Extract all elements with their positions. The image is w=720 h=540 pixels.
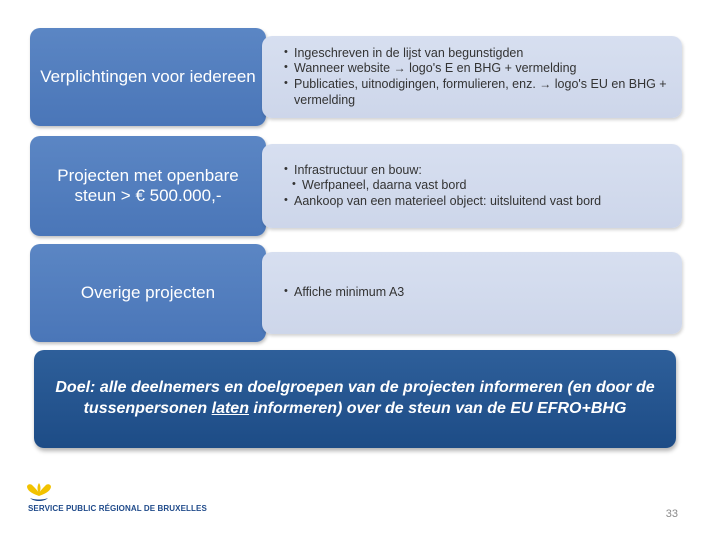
- row-label-box: [30, 28, 266, 126]
- goal-text: Doel: alle deelnemers en doelgroepen van de projecten informeren (en door de tussenpersonen laten informeren) over de steun van de EU EFRO+BHG: [55, 379, 655, 417]
- row-detail-box: [262, 36, 682, 118]
- row-label-box: [30, 136, 266, 236]
- bullet-item: • Ingeschreven in de lijst van begunstigden: [284, 46, 672, 62]
- bullet-list: [284, 163, 672, 210]
- row-label: Projecten met openbare steun > € 500.000,-: [57, 165, 239, 205]
- sub-bullet-item: • Werfpaneel, daarna vast bord: [292, 178, 672, 194]
- logo-text: SERVICE PUBLIC RÉGIONAL DE BRUXELLES: [28, 504, 207, 513]
- row-detail-box: [262, 144, 682, 228]
- bullet-item: • Infrastructuur en bouw:: [284, 163, 672, 179]
- arrow-right-icon: →: [539, 77, 552, 91]
- bullet-item: • Affiche minimum A3: [284, 285, 672, 301]
- arrow-right-icon: →: [393, 61, 406, 76]
- bullet-item: • Publicaties, uitnodigingen, formulieren, enz. → logo's EU en BHG + vermelding: [284, 77, 672, 108]
- row-projecten-openbare-steun: [30, 136, 682, 236]
- bullet-list: [284, 46, 672, 109]
- logo: [28, 482, 258, 516]
- goal-box: [34, 350, 676, 448]
- row-label-box: [30, 244, 266, 342]
- page-number: 33: [665, 508, 678, 520]
- row-verplichtingen: [30, 28, 682, 126]
- row-overige-projecten: [30, 244, 682, 342]
- bullet-list: [284, 285, 672, 301]
- row-detail-box: [262, 252, 682, 334]
- bullet-item: • Wanneer website → logo's E en BHG + vermelding: [284, 61, 672, 77]
- row-label: Overige projecten: [80, 282, 216, 302]
- brussels-iris-icon: [24, 482, 54, 504]
- bullet-item: • Aankoop van een materieel object: uitsluitend vast bord: [284, 194, 672, 210]
- row-label: Verplichtingen voor iedereen: [40, 66, 256, 86]
